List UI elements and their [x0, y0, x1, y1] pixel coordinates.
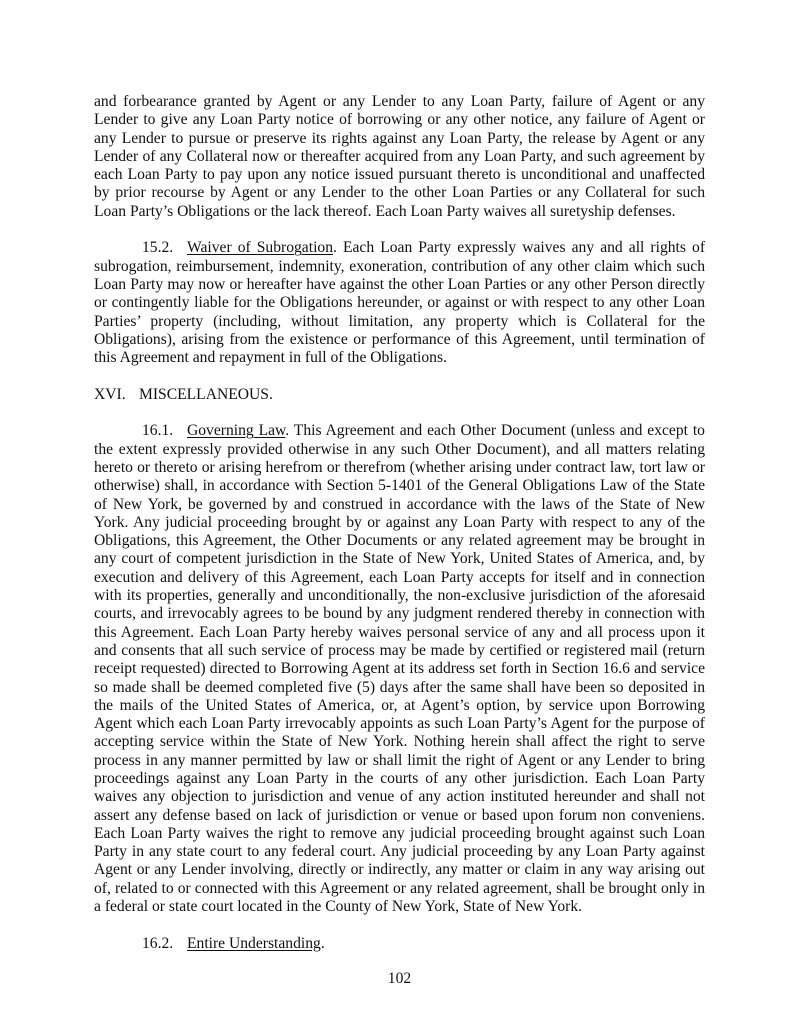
section-number: 16.1.: [142, 422, 174, 440]
article-title: MISCELLANEOUS.: [139, 385, 273, 403]
article-number: XVI.: [94, 385, 126, 403]
section-16-2: [94, 935, 705, 953]
paragraph-spacer: [94, 367, 705, 385]
continuation-paragraph: and forbearance granted by Agent or any Lender to any Loan Party, failure of Agent or any Lender to give any Loan Party notice of borrowing or any other notice, any failure of Agent or any Lender to pursue or preserve its rights against any Loan Party, the release by Agent or any Lender of any Collateral now or thereafter acquired from any Loan Party, and such agreement by each Loan Party to pay upon any notice issued pursuant thereto is unconditional and unaffected by prior recourse by Agent or any Lender to the other Loan Parties or any Collateral for such Loan Party’s Obligations or the lack thereof. Each Loan Party waives all suretyship defenses.: [94, 93, 705, 220]
section-title: Waiver of Subrogation: [187, 239, 333, 257]
section-body: . Each Loan Party expressly waives any and all rights of subrogation, reimbursement, indemnity, exoneration, contribution of any other claim which such Loan Party may now or hereafter have against the other Loan Parties or any other Person directly or contingently liable for the Obligations hereunder, or against or with respect to any other Loan Parties’ property (including, without limitation, any property which is Collateral for the Obligations), arising from the existence or performance of this Agreement, until termination of this Agreement and repayment in full of the Obligations.: [94, 239, 706, 367]
article-heading: [94, 386, 705, 404]
section-title: Governing Law: [187, 422, 286, 440]
paragraph-spacer: [94, 404, 705, 422]
paragraph-spacer: [94, 221, 705, 239]
section-number: 16.2.: [142, 934, 174, 952]
section-16-1: [94, 422, 705, 916]
section-title: Entire Understanding: [187, 934, 321, 952]
document-page: [94, 93, 705, 953]
page-number: 102: [387, 970, 412, 987]
section-trailing: .: [320, 934, 325, 952]
section-number: 15.2.: [142, 239, 174, 257]
paragraph-spacer: [94, 916, 705, 934]
section-body: . This Agreement and each Other Document (unless and except to the extent expressly provided otherwise in any such Other Document), and all matters relating hereto or thereto or arising herefrom or therefrom (whether arising under contract law, tort law or otherwise) shall, in accordance with Section 5-1401 of the General Obligations Law of the State of New York, be governed by and construed in accordance with the laws of the State of New York. Any judicial proceeding brought by or against any Loan Party with respect to any of the Obligations, this Agreement, the Other Documents or any related agreement may be brought in any court of competent jurisdiction in the State of New York, United States of America, and, by execution and delivery of this Agreement, each Loan Party accepts for itself and in connection with its properties, generally and unconditionally, the non-exclusive jurisdiction of the aforesaid courts, and irrevocably agrees to be bound by any judgment rendered thereby in connection with this Agreement. Each Loan Party hereby waives personal service of any and all process upon it and consents that all such service of process may be made by certified or registered mail (return receipt requested) directed to Borrowing Agent at its address set forth in Section 16.6 and service so made shall be deemed completed five (5) days after the same shall have been so deposited in the mails of the United States of America, or, at Agent’s option, by service upon Borrowing Agent which each Loan Party irrevocably appoints as such Loan Party’s Agent for the purpose of accepting service within the State of New York. Nothing herein shall affect the right to serve process in any manner permitted by law or shall limit the right of Agent or any Lender to bring proceedings against any Loan Party in the courts of any other jurisdiction. Each Loan Party waives any objection to jurisdiction and venue of any action instituted hereunder and shall not assert any defense based on lack of jurisdiction or venue or based upon forum non conveniens. Each Loan Party waives the right to remove any judicial proceeding brought against such Loan Party in any state court to any federal court. Any judicial proceeding by any Loan Party against Agent or any Lender involving, directly or indirectly, any matter or claim in any way arising out of, related to or connected with this Agreement or any related agreement, shall be brought only in a federal or state court located in the County of New York, State of New York.: [94, 422, 705, 916]
section-15-2: [94, 239, 705, 367]
